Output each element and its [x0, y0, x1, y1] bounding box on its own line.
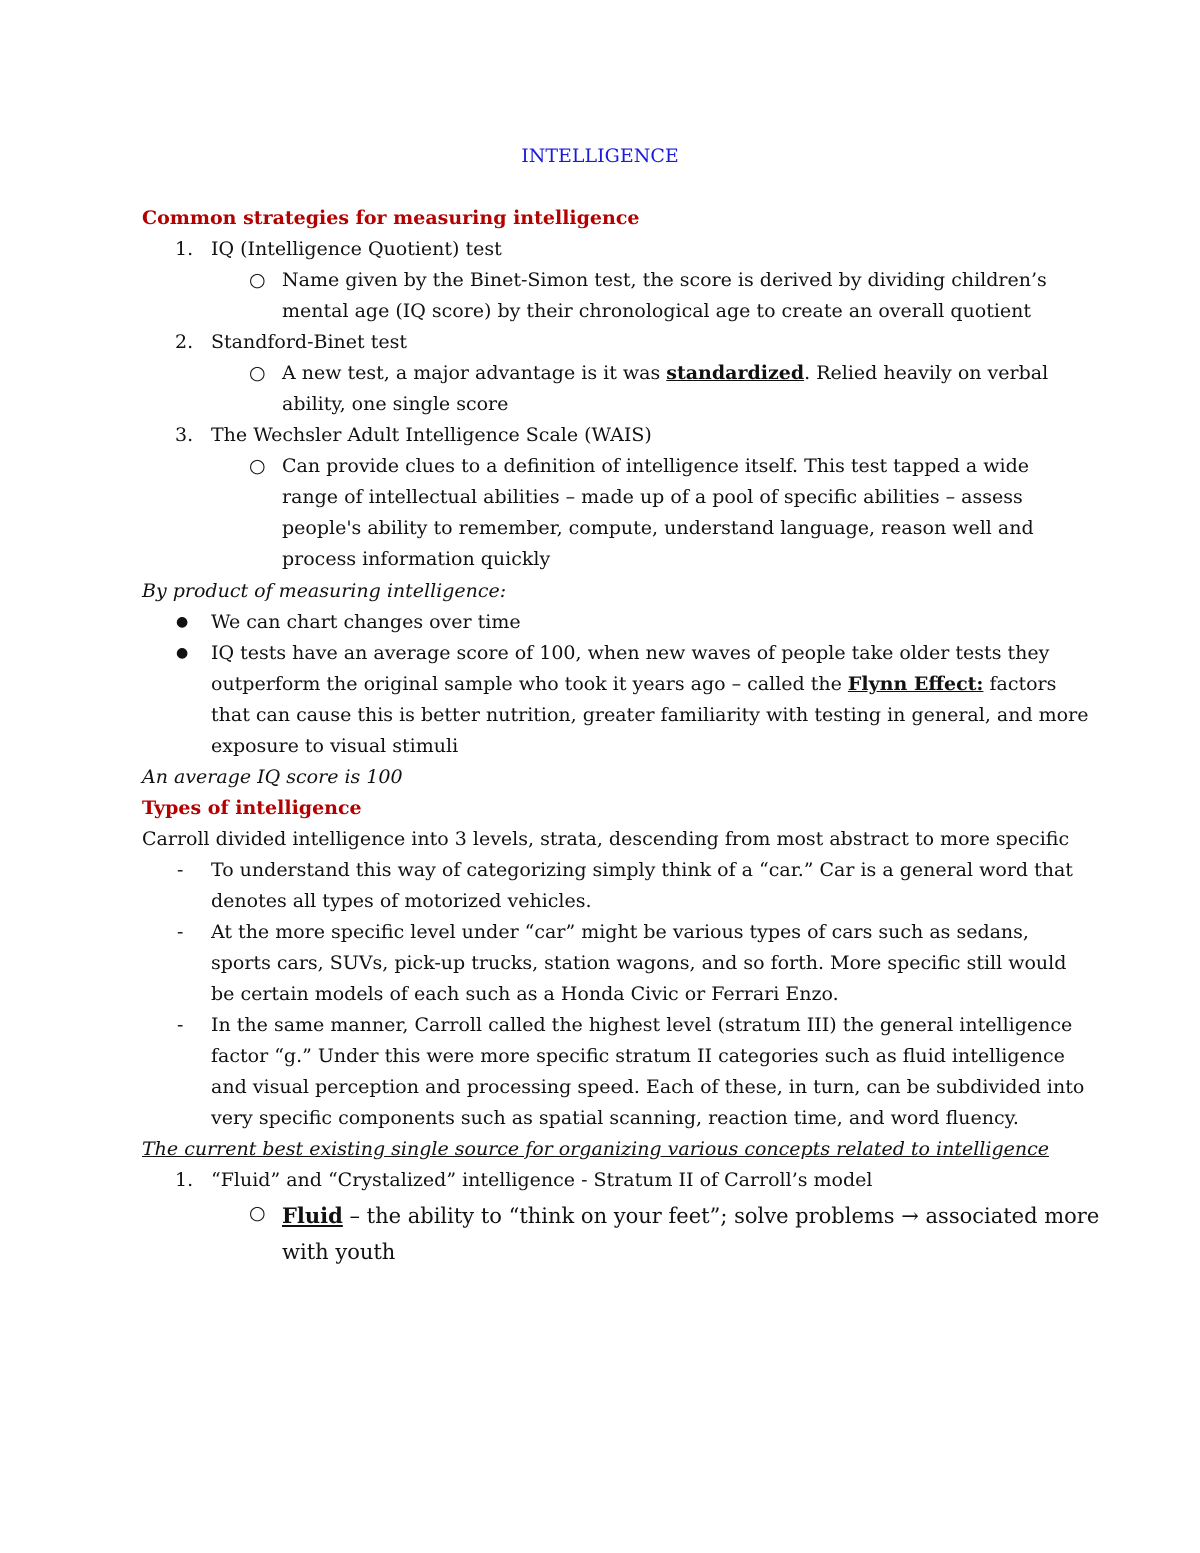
list-item-iq-test: IQ (Intelligence Quotient) test: [211, 238, 502, 260]
circle-bullet-icon: ○: [249, 362, 266, 384]
dash-item-cont: and visual perception and processing speed. Each of these, in turn, can be subdivided into: [211, 1076, 1085, 1098]
carroll-intro: Carroll divided intelligence into 3 levels, strata, descending from most abstract to more specific: [142, 828, 1070, 850]
dash-item: At the more specific level under “car” might be various types of cars such as sedans,: [211, 921, 1029, 943]
sub-item-text: ability, one single score: [282, 393, 509, 415]
circle-bullet-icon: ○: [249, 269, 266, 291]
list-number: 2.: [175, 331, 194, 353]
bullet-item-cont: [211, 669, 1056, 700]
fluid-definition-text: – the ability to “think on your feet”; solve problems → associated more: [342, 1204, 1100, 1228]
dash-bullet-icon: -: [177, 859, 184, 881]
sub-item-text-pre: A new test, a major advantage is it was: [282, 362, 667, 384]
list-item-wais: The Wechsler Adult Intelligence Scale (WAIS): [211, 424, 652, 446]
term-flynn-effect: Flynn Effect:: [847, 673, 984, 695]
section-heading-types: Types of intelligence: [142, 797, 362, 819]
sub-item-text: mental age (IQ score) by their chronological age to create an overall quotient: [282, 300, 1032, 322]
sub-item-text: Can provide clues to a definition of intelligence itself. This test tapped a wide: [282, 455, 1030, 477]
sub-item-text: range of intellectual abilities – made up of a pool of specific abilities – assess: [282, 486, 1023, 508]
sub-item-text: Name given by the Binet-Simon test, the score is derived by dividing children’s: [282, 269, 1047, 291]
bullet-item: IQ tests have an average score of 100, when new waves of people take older tests they: [211, 642, 1050, 664]
list-item-fluid-crystalized: “Fluid” and “Crystalized” intelligence - Stratum II of Carroll’s model: [211, 1169, 873, 1191]
best-source-note: The current best existing single source for organizing various concepts related to intelligence: [142, 1138, 1049, 1160]
sub-item-text: [282, 358, 1048, 389]
dash-item-cont: sports cars, SUVs, pick-up trucks, station wagons, and so forth. More specific still would: [211, 952, 1067, 974]
bullet-text-pre: outperform the original sample who took it years ago – called the: [211, 673, 848, 695]
bullet-item-cont: exposure to visual stimuli: [211, 735, 459, 757]
bullet-item: We can chart changes over time: [211, 611, 521, 633]
byproduct-heading: By product of measuring intelligence:: [142, 580, 507, 602]
dash-item: In the same manner, Carroll called the highest level (stratum III) the general intelligence: [211, 1014, 1073, 1036]
bullet-text-post: factors: [983, 673, 1057, 695]
sub-item-text: people's ability to remember, compute, understand language, reason well and: [282, 517, 1034, 539]
average-iq-note: An average IQ score is 100: [142, 766, 403, 788]
circle-bullet-icon: ○: [249, 455, 266, 477]
list-number: 3.: [175, 424, 194, 446]
dash-item-cont: be certain models of each such as a Honda Civic or Ferrari Enzo.: [211, 983, 839, 1005]
sub-item-text: process information quickly: [282, 548, 551, 570]
dash-item: To understand this way of categorizing simply think of a “car.” Car is a general word that: [211, 859, 1073, 881]
page-title: INTELLIGENCE: [521, 145, 679, 167]
dash-item-cont: factor “g.” Under this were more specific stratum II categories such as fluid intelligence: [211, 1045, 1065, 1067]
fluid-definition: [282, 1198, 1099, 1234]
circle-bullet-icon: ○: [249, 1202, 266, 1224]
term-standardized: standardized: [666, 362, 805, 384]
term-fluid: Fluid: [282, 1203, 343, 1228]
bullet-item-cont: that can cause this is better nutrition, greater familiarity with testing in general, and more: [211, 704, 1089, 726]
sub-item-text-post: . Relied heavily on verbal: [804, 362, 1049, 384]
bullet-icon: ●: [176, 614, 189, 630]
list-number: 1.: [175, 238, 194, 260]
dash-item-cont: very specific components such as spatial scanning, reaction time, and word fluency.: [211, 1107, 1019, 1129]
list-number: 1.: [175, 1169, 194, 1191]
dash-bullet-icon: -: [177, 1014, 184, 1036]
list-item-stanford-binet: Standford-Binet test: [211, 331, 407, 353]
dash-item-cont: denotes all types of motorized vehicles.: [211, 890, 592, 912]
bullet-icon: ●: [176, 645, 189, 661]
section-heading-measuring: Common strategies for measuring intelligence: [142, 207, 640, 229]
dash-bullet-icon: -: [177, 921, 184, 943]
fluid-definition-cont: with youth: [282, 1240, 396, 1264]
